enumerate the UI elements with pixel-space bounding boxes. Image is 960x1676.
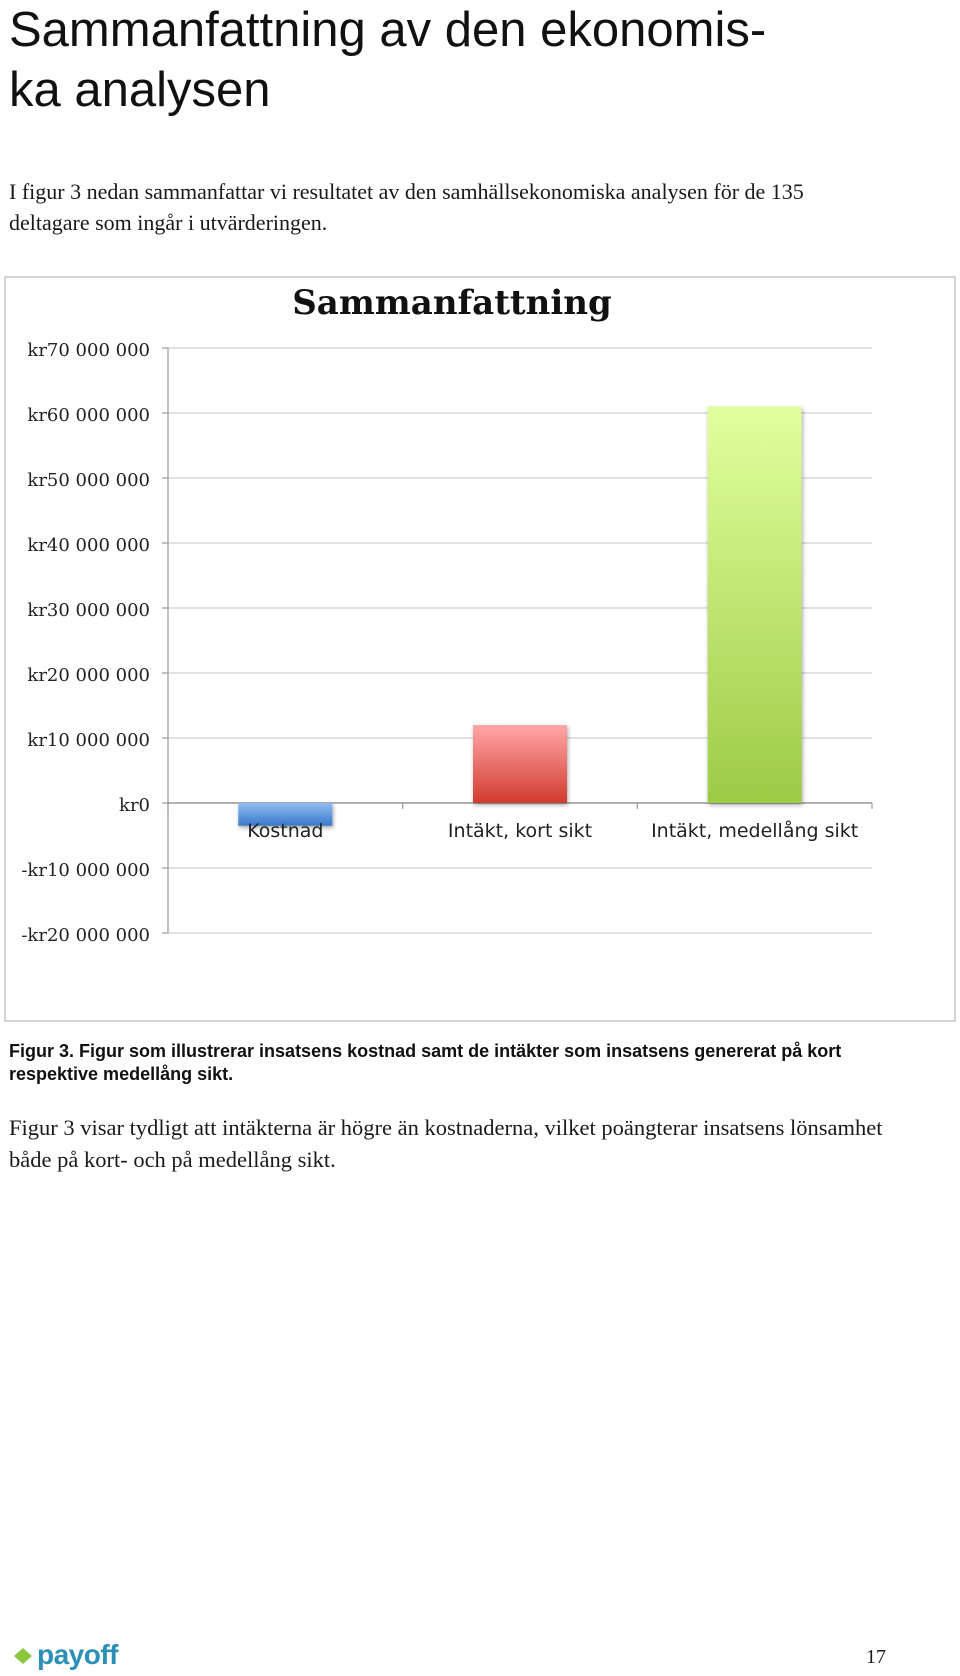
page-number: 17 bbox=[866, 1646, 886, 1668]
y-tick-label: kr50 000 000 bbox=[27, 470, 150, 491]
intro-paragraph: I figur 3 nedan sammanfattar vi resultatet av den samhällsekonomiska analysen för de 135 deltagare som ingår i utvärderingen. bbox=[9, 179, 804, 235]
y-tick-label: kr20 000 000 bbox=[27, 665, 150, 686]
chart-x-labels bbox=[247, 819, 858, 842]
y-tick-label: -kr20 000 000 bbox=[21, 925, 150, 946]
x-category-label: Intäkt, medellång sikt bbox=[651, 820, 859, 842]
y-tick-label: kr30 000 000 bbox=[27, 600, 150, 621]
y-tick-label: kr10 000 000 bbox=[27, 730, 150, 751]
x-category-label: Intäkt, kort sikt bbox=[447, 820, 593, 842]
logo-text: payoff bbox=[37, 1639, 118, 1670]
summary-chart bbox=[4, 276, 956, 1022]
y-tick-label: kr60 000 000 bbox=[27, 405, 150, 426]
chart-title: Sammanfattning bbox=[292, 283, 612, 323]
chart-bars bbox=[238, 407, 801, 826]
y-tick-label: -kr10 000 000 bbox=[21, 860, 150, 881]
chart-canvas bbox=[6, 278, 954, 1020]
bar-2 bbox=[708, 407, 802, 804]
page-heading: Sammanfattning av den ekonomis- ka analysen bbox=[9, 3, 767, 117]
payoff-logo bbox=[12, 1638, 118, 1672]
x-category-label: Kostnad bbox=[247, 820, 324, 842]
bar-1 bbox=[473, 725, 567, 803]
logo-mark-icon bbox=[12, 1644, 34, 1666]
y-tick-label: kr40 000 000 bbox=[27, 535, 150, 556]
y-tick-label: kr0 bbox=[119, 795, 150, 816]
figure-caption: Figur 3. Figur som illustrerar insatsens kostnad samt de intäkter som insatsens genererat på kort respektive medellång sikt. bbox=[9, 1041, 842, 1084]
conclusion-paragraph: Figur 3 visar tydligt att intäkterna är högre än kostnaderna, vilket poängterar insatsens lönsamhet både på kort- och på medellång sikt. bbox=[9, 1115, 883, 1172]
y-tick-label: kr70 000 000 bbox=[27, 340, 150, 361]
